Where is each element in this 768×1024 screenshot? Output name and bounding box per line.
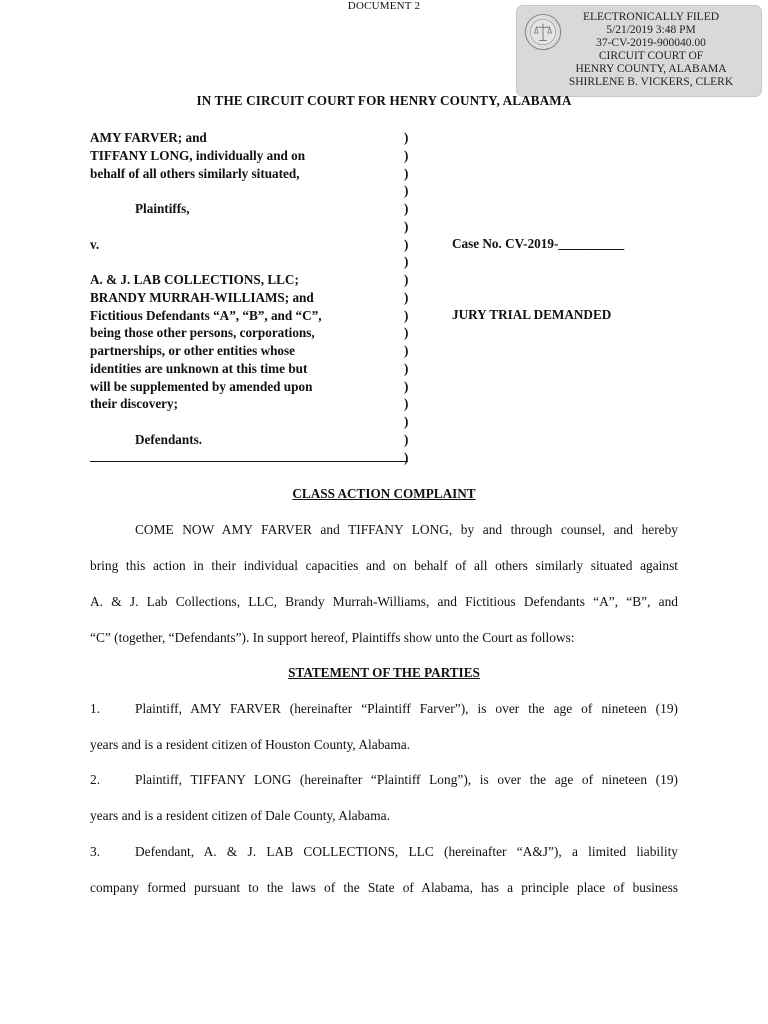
stamp-line: 37-CV-2019-900040.00 xyxy=(596,37,706,50)
caption-parenthesis: ) xyxy=(404,343,409,358)
stamp-line: 5/21/2019 3:48 PM xyxy=(606,24,696,37)
caption-parenthesis: ) xyxy=(404,378,409,394)
versus-label: v. xyxy=(90,236,100,252)
caption-parenthesis-column xyxy=(404,129,414,466)
paragraph-line: years and is a resident citizen of Houston County, Alabama. xyxy=(90,737,411,752)
case-number: Case No. CV-2019-__________ xyxy=(452,236,625,251)
caption-parenthesis: ) xyxy=(404,236,409,252)
defendant-line: their discovery; xyxy=(90,396,179,412)
paragraph-3 xyxy=(90,844,678,860)
intro-line: A. & J. Lab Collections, LLC, Brandy Murrah-Williams, and Fictitious Defendants “A”, “B”, and xyxy=(90,594,678,609)
caption-parenthesis: ) xyxy=(404,130,409,145)
intro-line: COME NOW AMY FARVER and TIFFANY LONG, by and through counsel, and hereby xyxy=(135,522,678,537)
stamp-line: CIRCUIT COURT OF xyxy=(598,50,704,63)
caption-parenthesis: ) xyxy=(404,272,409,287)
document-number-label: DOCUMENT 2 xyxy=(347,0,421,12)
caption-parenthesis: ) xyxy=(404,360,409,376)
paragraph-number: 1. xyxy=(90,701,101,716)
caption-underline xyxy=(90,461,408,462)
stamp-line: SHIRLENE B. VICKERS, CLERK xyxy=(568,76,734,89)
jury-trial-demand: JURY TRIAL DEMANDED xyxy=(452,307,612,322)
caption-parenthesis: ) xyxy=(404,431,409,447)
paragraph-line: Defendant, A. & J. LAB COLLECTIONS, LLC (hereinafter “A&J”), a limited liability xyxy=(135,844,678,859)
paragraph-1 xyxy=(90,701,678,717)
caption-parenthesis: ) xyxy=(404,218,409,234)
defendant-line: being those other persons, corporations, xyxy=(90,325,315,341)
stamp-line: HENRY COUNTY, ALABAMA xyxy=(575,63,727,76)
caption-parenthesis: ) xyxy=(404,325,409,341)
paragraph-line: years and is a resident citizen of Dale County, Alabama. xyxy=(90,808,390,823)
caption-parenthesis: ) xyxy=(404,183,409,199)
case-caption-parties xyxy=(90,129,410,449)
caption-parenthesis: ) xyxy=(404,396,409,412)
caption-parenthesis: ) xyxy=(404,201,409,216)
intro-line: “C” (together, “Defendants”). In support hereof, Plaintiffs show unto the Court as follows: xyxy=(90,630,575,645)
paragraph-line: Plaintiff, TIFFANY LONG (hereinafter “Plaintiff Long”), is over the age of nineteen (19) xyxy=(135,772,678,787)
paragraph-2 xyxy=(90,772,678,788)
complaint-title: CLASS ACTION COMPLAINT xyxy=(292,486,476,501)
defendants-label: Defendants. xyxy=(135,431,203,447)
plaintiff-line: TIFFANY LONG, individually and on xyxy=(90,147,306,163)
defendant-line: Fictitious Defendants “A”, “B”, and “C”, xyxy=(90,307,322,323)
filing-stamp-text xyxy=(546,11,756,90)
plaintiffs-label: Plaintiffs, xyxy=(135,201,190,216)
defendant-line: BRANDY MURRAH-WILLIAMS; and xyxy=(90,289,314,305)
caption-parenthesis: ) xyxy=(404,147,409,163)
defendant-line: A. & J. LAB COLLECTIONS, LLC; xyxy=(90,272,299,287)
plaintiff-line: behalf of all others similarly situated, xyxy=(90,165,300,181)
caption-parenthesis: ) xyxy=(404,254,409,270)
caption-parenthesis: ) xyxy=(404,289,409,305)
plaintiff-line: AMY FARVER; and xyxy=(90,130,207,145)
caption-parenthesis: ) xyxy=(404,165,409,181)
caption-parenthesis: ) xyxy=(404,307,409,323)
paragraph-number: 2. xyxy=(90,772,101,787)
stamp-line: ELECTRONICALLY FILED xyxy=(582,11,720,23)
court-heading: IN THE CIRCUIT COURT FOR HENRY COUNTY, ALABAMA xyxy=(196,93,572,108)
intro-line: bring this action in their individual capacities and on behalf of all others similarly situated against xyxy=(90,558,678,573)
defendant-line: partnerships, or other entities whose xyxy=(90,343,296,358)
caption-parenthesis: ) xyxy=(404,449,409,465)
paragraph-line: company formed pursuant to the laws of the State of Alabama, has a principle place of business xyxy=(90,880,678,895)
parties-section-title: STATEMENT OF THE PARTIES xyxy=(288,665,480,680)
defendant-line: will be supplemented by amended upon xyxy=(90,378,313,394)
defendant-line: identities are unknown at this time but xyxy=(90,360,308,376)
caption-parenthesis: ) xyxy=(404,414,409,429)
paragraph-number: 3. xyxy=(90,844,101,859)
paragraph-line: Plaintiff, AMY FARVER (hereinafter “Plaintiff Farver”), is over the age of nineteen (19) xyxy=(135,701,678,716)
